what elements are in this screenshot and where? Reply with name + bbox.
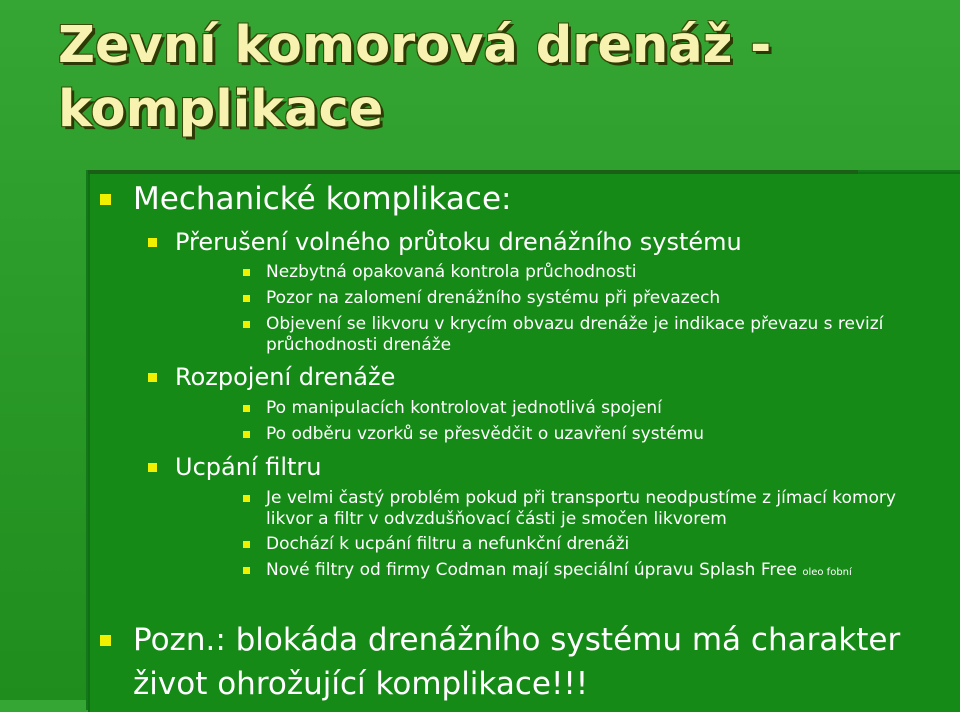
bullet-system-closure <box>243 424 923 445</box>
square-bullet-icon <box>148 463 157 472</box>
bullet-text: Objevení se likvoru v krycím obvazu drenáže je indikace převazu s revizí průchodnosti drenáže <box>266 314 884 355</box>
bullet-disconnection <box>148 362 395 392</box>
oleophobic-note: oleo fobní <box>802 567 852 578</box>
square-bullet-icon <box>243 405 250 412</box>
bullet-text: Mechanické komplikace: <box>133 181 512 217</box>
square-bullet-icon <box>243 431 250 438</box>
panel-divider <box>88 170 858 174</box>
square-bullet-icon <box>243 541 250 548</box>
square-bullet-icon <box>100 635 111 646</box>
bullet-text: Po manipulacích kontrolovat jednotlivá spojení <box>266 398 662 418</box>
square-bullet-icon <box>243 567 250 574</box>
bullet-text: Ucpání filtru <box>175 453 322 481</box>
bullet-note <box>100 618 940 706</box>
square-bullet-icon <box>243 269 250 276</box>
bullet-text: Přerušení volného průtoku drenážního systému <box>175 228 742 256</box>
bullet-frequent-problem <box>243 488 903 530</box>
bullet-flow-interruption <box>148 227 742 257</box>
bullet-text: Nezbytná opakovaná kontrola průchodnosti <box>266 262 637 282</box>
bullet-text: Je velmi častý problém pokud při transportu neodpustíme z jímací komory likvor a filtr v odvzdušňovací části je smočen likvorem <box>266 488 896 529</box>
square-bullet-icon <box>148 238 157 247</box>
bullet-main-text: Nové filtry od firmy Codman mají speciální úpravu Splash Free <box>266 560 797 580</box>
square-bullet-icon <box>100 194 111 205</box>
slide-title: Zevní komorová drenáž - komplikace <box>58 16 772 139</box>
bullet-filter-malfunction <box>243 534 923 555</box>
square-bullet-icon <box>243 495 250 502</box>
bullet-csf-dressing <box>243 314 903 356</box>
square-bullet-icon <box>148 373 157 382</box>
bullet-patency-check <box>243 262 923 283</box>
bullet-text: Pozor na zalomení drenážního systému při převazech <box>266 288 721 308</box>
bullet-text: Pozn.: blokáda drenážního systému má charakter život ohrožující komplikace!!! <box>133 622 901 702</box>
bullet-text: Dochází k ucpání filtru a nefunkční drenáži <box>266 534 630 554</box>
bullet-text: Rozpojení drenáže <box>175 363 396 391</box>
bullet-codman-filters <box>243 560 943 583</box>
square-bullet-icon <box>243 321 250 328</box>
bullet-text <box>266 560 852 583</box>
square-bullet-icon <box>243 295 250 302</box>
bullet-mechanical-complications <box>100 180 511 218</box>
bullet-filter-clogging <box>148 452 321 482</box>
bullet-check-connections <box>243 398 923 419</box>
bullet-text: Po odběru vzorků se přesvědčit o uzavření systému <box>266 424 705 444</box>
bullet-kinking <box>243 288 923 309</box>
